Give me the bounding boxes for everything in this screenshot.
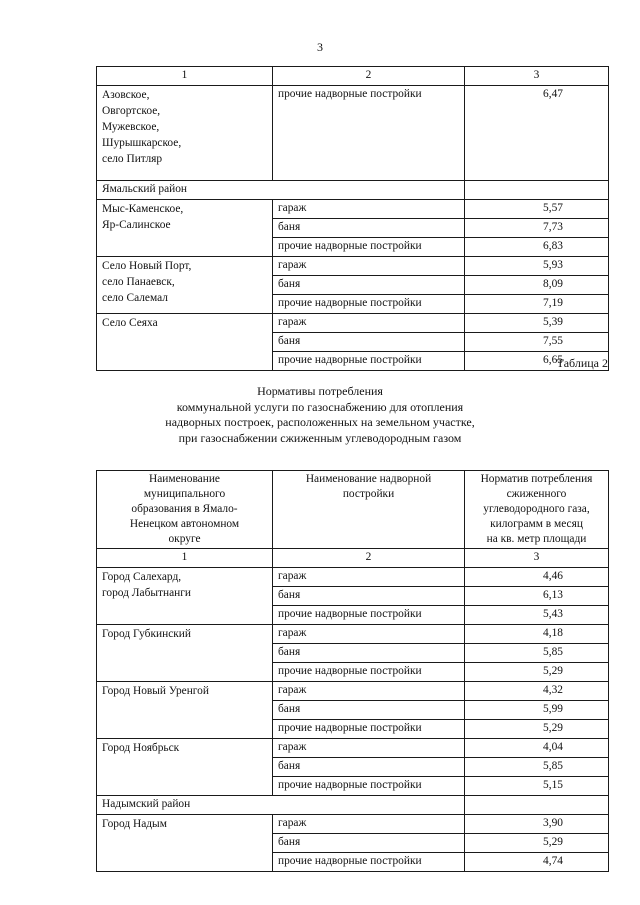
column-number: 3 [465,549,609,568]
building-type-cell: баня [273,834,465,853]
header-building: Наименование надворной постройки [273,471,465,549]
district-row [97,181,609,200]
municipality-cell: Город Губкинский [97,625,273,682]
norm-value-cell: 5,29 [465,663,609,682]
building-type-cell: прочие надворные постройки [273,777,465,796]
municipality-cell: Село Новый Порт, село Панаевск, село Салемал [97,257,273,314]
building-type-cell: баня [273,587,465,606]
district-empty-cell [465,796,609,815]
table-header-row [97,471,609,549]
norm-value-cell: 7,55 [465,333,609,352]
norm-value-cell: 5,29 [465,720,609,739]
table-2-caption: Таблица 2 [556,356,608,370]
building-type-cell: гараж [273,314,465,333]
municipality-cell: Мыс-Каменское, Яр-Салинское [97,200,273,257]
building-type-cell: прочие надворные постройки [273,853,465,872]
norm-value-cell: 5,85 [465,644,609,663]
column-number: 3 [465,67,609,86]
norm-value-cell: 6,13 [465,587,609,606]
building-type-cell: баня [273,276,465,295]
building-type-cell: прочие надворные постройки [273,86,465,181]
table-row [97,314,609,333]
municipality-cell: Город Надым [97,815,273,872]
table-row [97,739,609,758]
table-row [97,815,609,834]
district-name: Надымский район [97,796,465,815]
norms-table-2 [96,470,609,872]
building-type-cell: прочие надворные постройки [273,606,465,625]
municipality-cell: Город Салехард, город Лабытнанги [97,568,273,625]
norm-value-cell: 5,57 [465,200,609,219]
building-type-cell: гараж [273,257,465,276]
norm-value-cell: 7,19 [465,295,609,314]
norm-value-cell: 5,85 [465,758,609,777]
norm-value-cell: 5,29 [465,834,609,853]
norm-value-cell: 5,93 [465,257,609,276]
page-number: 3 [317,40,323,54]
norm-value-cell: 4,46 [465,568,609,587]
table-2-title: Нормативы потребления коммунальной услуги по газоснабжению для отопления надворных построек, расположенных на земельном участке, при газоснабжении сжиженным углеводородным газом [165,384,475,445]
norm-value-cell: 8,09 [465,276,609,295]
column-numbers-row [97,67,609,86]
column-number: 1 [97,549,273,568]
building-type-cell: баня [273,644,465,663]
municipality-cell: Город Ноябрьск [97,739,273,796]
district-name: Ямальский район [97,181,465,200]
building-type-cell: гараж [273,625,465,644]
district-row [97,796,609,815]
building-type-cell: гараж [273,682,465,701]
table-row [97,682,609,701]
building-type-cell: гараж [273,815,465,834]
norm-value-cell: 5,99 [465,701,609,720]
norm-value-cell: 6,83 [465,238,609,257]
norm-value-cell: 4,04 [465,739,609,758]
norms-table-continued [96,66,609,371]
header-norm: Норматив потребления сжиженного углеводородного газа, килограмм в месяц на кв. метр площади [465,471,609,549]
norm-value-cell: 4,32 [465,682,609,701]
building-type-cell: гараж [273,739,465,758]
header-municipality: Наименование муниципального образования в Ямало- Ненецком автономном округе [97,471,273,549]
column-number: 2 [273,67,465,86]
table-row [97,86,609,181]
building-type-cell: гараж [273,568,465,587]
norm-value-cell: 4,74 [465,853,609,872]
column-number: 1 [97,67,273,86]
norm-value-cell: 5,43 [465,606,609,625]
building-type-cell: прочие надворные постройки [273,295,465,314]
norm-value-cell: 6,65 [465,352,609,371]
norm-value-cell: 4,18 [465,625,609,644]
table-row [97,257,609,276]
norm-value-cell: 7,73 [465,219,609,238]
building-type-cell: прочие надворные постройки [273,238,465,257]
table-row [97,568,609,587]
building-type-cell: прочие надворные постройки [273,720,465,739]
norm-value-cell: 5,39 [465,314,609,333]
norm-value-cell: 6,47 [465,86,609,181]
norm-value-cell: 5,15 [465,777,609,796]
building-type-cell: гараж [273,200,465,219]
municipality-cell: Село Сеяха [97,314,273,371]
building-type-cell: баня [273,758,465,777]
building-type-cell: прочие надворные постройки [273,663,465,682]
building-type-cell: баня [273,219,465,238]
table-row [97,200,609,219]
column-numbers-row [97,549,609,568]
district-empty-cell [465,181,609,200]
building-type-cell: баня [273,333,465,352]
municipality-cell: Город Новый Уренгой [97,682,273,739]
column-number: 2 [273,549,465,568]
municipality-cell: Азовское, Овгортское, Мужевское, Шурышкарское, село Питляр [97,86,273,181]
building-type-cell: баня [273,701,465,720]
building-type-cell: прочие надворные постройки [273,352,465,371]
norm-value-cell: 3,90 [465,815,609,834]
table-row [97,625,609,644]
